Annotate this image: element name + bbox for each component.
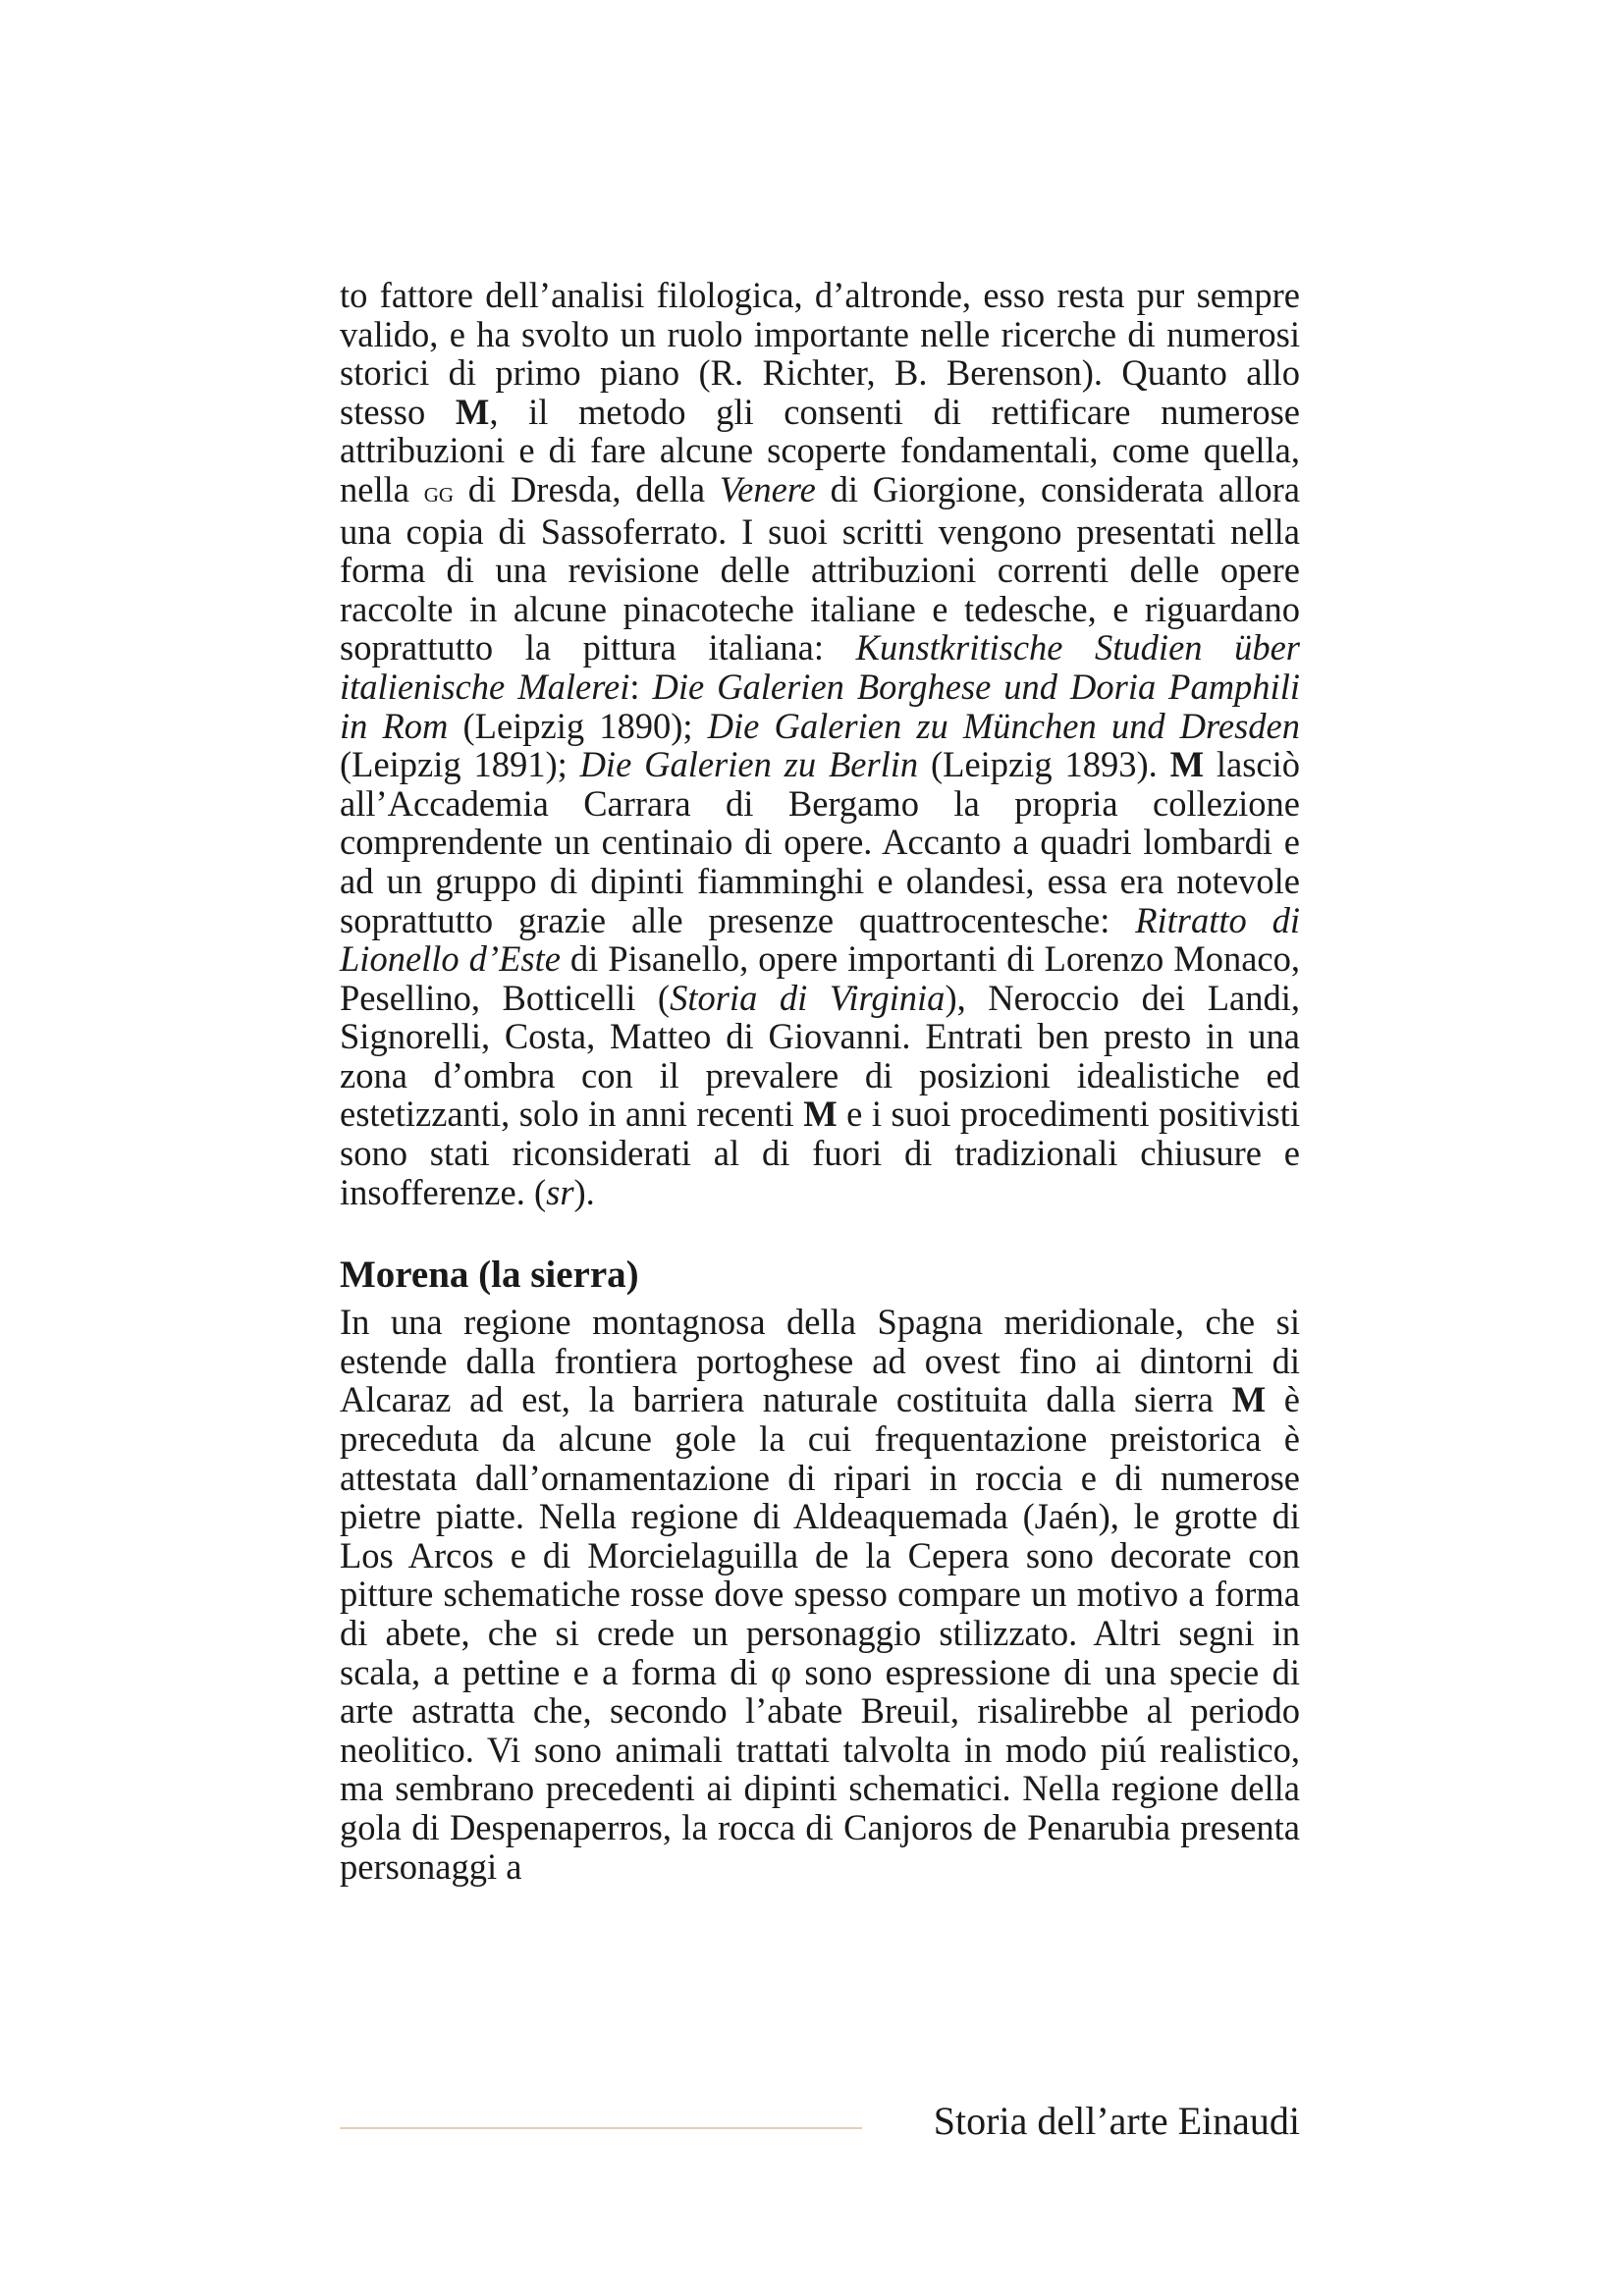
article-body-morena bbox=[340, 1303, 1300, 1886]
text-segment: (Leipzig 1893). bbox=[918, 744, 1170, 785]
page-footer bbox=[340, 2097, 1300, 2156]
text-segment: M bbox=[1169, 744, 1205, 785]
text-segment: di Pisanello, opere importanti di Lorenzo Monaco, Pesellino, Botticelli ( bbox=[340, 938, 1300, 1018]
text-segment: è preceduta da alcune gole la cui frequentazione preistorica è attestata dall’ornamentazione di ripari in roccia e di numerose pietre piatte. Nella regione di Aldeaquemada (Jaén), le grotte di Los Arcos e di Morcielaguilla de la Cepera sono decorate con pitture schematiche rosse dove spesso compare un motivo a forma di abete, che si crede un personaggio stilizzato. Altri segni in scala, a pettine e a forma di φ sono espressione di una specie di arte astratta che, secondo l’abate Breuil, risalirebbe al periodo neolitico. Vi sono animali trattati talvolta in modo piú realistico, ma sembrano precedenti ai dipinti schematici. Nella regione della gola di Despenaperros, la rocca di Canjoros de Penarubia presenta personaggi a bbox=[340, 1379, 1301, 1887]
text-segment: , il metodo gli consenti di rettificare numerose attribuzioni e di fare alcune scoperte fondamentali, come quella, nella bbox=[340, 391, 1300, 509]
text-segment: Die Galerien zu Berlin bbox=[579, 744, 919, 785]
text-segment: Storia di Virginia bbox=[670, 977, 946, 1018]
footer-title: Storia dell’arte Einaudi bbox=[933, 2099, 1300, 2143]
text-segment: Venere bbox=[719, 468, 816, 509]
text-segment: sr bbox=[546, 1171, 574, 1212]
text-segment: M bbox=[803, 1094, 838, 1135]
text-segment: to fattore dell’analisi filologica, d’altronde, esso resta pur sempre valido, e ha svolto un ruolo importante nelle ricerche di numerosi storici di primo piano (R. Richter, B. Berenson). Quanto allo stesso bbox=[340, 275, 1300, 432]
text-segment: ). bbox=[573, 1171, 595, 1212]
text-segment: di Giorgione, considerata allora una copia di Sassoferrato. I suoi scritti vengono presentati nella forma di una revisione delle attribuzioni correnti delle opere raccolte in alcune pinacoteche italiane e tedesche, e riguardano soprattutto la pittura italiana: bbox=[340, 468, 1300, 668]
text-segment: (Leipzig 1891); bbox=[340, 744, 580, 785]
text-segment: Ritratto di Lionello d’Este bbox=[340, 899, 1300, 980]
text-segment: lasciò all’Accademia Carrara di Bergamo la propria collezione comprendente un centinaio di opere. Accanto a quadri lombardi e ad un gruppo di dipinti fiamminghi e olandesi, essa era notevole soprattutto grazie alle presenze quattrocentesche: bbox=[340, 744, 1300, 940]
text-segment: M bbox=[455, 391, 490, 432]
text-segment: Die Galerien zu München und Dresden bbox=[707, 705, 1300, 746]
text-segment: gg bbox=[423, 475, 455, 508]
text-segment: ), Neroccio dei Landi, Signorelli, Costa, Matteo di Giovanni. Entrati ben presto in una zona d’ombra con il prevalere di posizioni idealistiche ed estetizzanti, solo in anni recenti bbox=[340, 977, 1301, 1135]
text-segment: M bbox=[1231, 1379, 1267, 1420]
text-column bbox=[340, 276, 1300, 1886]
text-segment: In una regione montagnosa della Spagna meridionale, che si estende dalla frontiera portoghese ad ovest fino ai dintorni di Alcaraz ad est, la barriera naturale costituita dalla sierra bbox=[340, 1302, 1300, 1420]
article-body-morelli bbox=[340, 276, 1300, 1211]
text-segment: di Dresda, della bbox=[454, 468, 720, 509]
text-segment: : bbox=[629, 666, 653, 707]
text-segment: (Leipzig 1890); bbox=[448, 705, 708, 746]
text-segment: e i suoi procedimenti positivisti sono stati riconsiderati al di fuori di tradizionali chiusure e insofferenze. ( bbox=[340, 1094, 1300, 1212]
text-segment: Kunstkritische Studien über italienische Malerei bbox=[340, 627, 1300, 707]
article-heading-morena: Morena (la sierra) bbox=[340, 1254, 639, 1297]
footer-rule bbox=[340, 2127, 862, 2129]
text-segment: Die Galerien Borghese und Doria Pamphili in Rom bbox=[340, 666, 1300, 746]
